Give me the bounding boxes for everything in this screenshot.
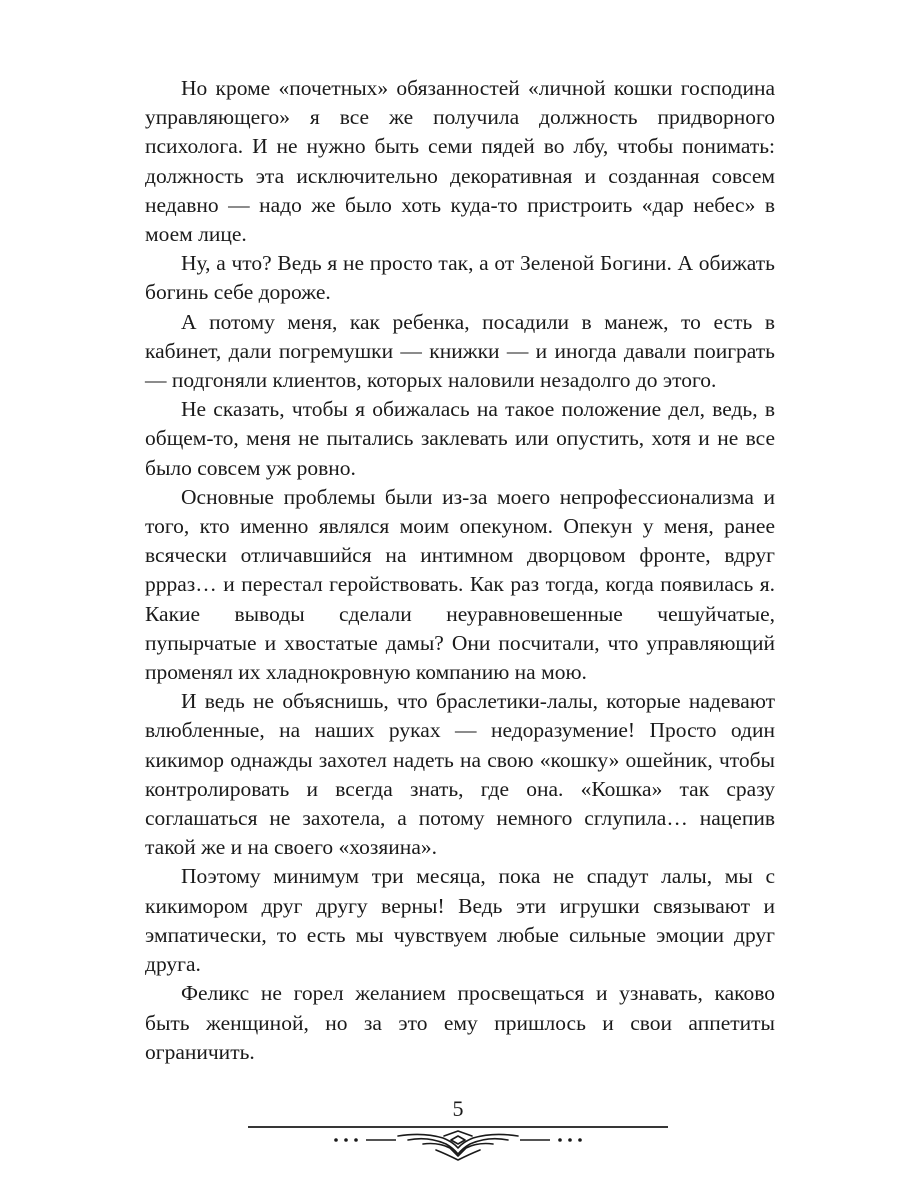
paragraph-1: Но кроме «почетных» обязанностей «личной кошки господина управляющего» я все же получила должность придворного психолога. И не нужно быть семи пядей во лбу, чтобы понимать: должность эта исключительно декоративная и созданная совсем недавно — надо же было хоть куда-то пристроить «дар небес» в моем лице. <box>145 76 775 247</box>
paragraph-5: Основные проблемы были из-за моего непрофессионализма и того, кто именно являлся моим опекуном. Опекун у меня, ранее всячески отличавшийся на интимном дворцовом фронте, вдруг ррраз… и перестал геройствовать. Как раз тогда, когда появилась я. Какие выводы сделали неуравновешенные чешуйчатые, пупырчатые и хвостатые дамы? Они посчитали, что управляющий променял их хладнокровную компанию на мою. <box>145 484 775 685</box>
paragraph-6: И ведь не объяснишь, что браслетики-лалы, которые надевают влюбленные, на наших руках — недоразумение! Просто один кикимор однажды захотел надеть на свою «кошку» ошейник, чтобы контролировать и всегда знать, где она. «Кошка» так сразу соглашаться не захотела, а потому немного сглупила… нацепив такой же и на своего «хозяина». <box>145 689 775 860</box>
paragraph-8: Феликс не горел желанием просвещаться и узнавать, каково быть женщиной, но за это ему пришлось и свои аппетиты ограничить. <box>145 981 775 1064</box>
paragraph-2: Ну, а что? Ведь я не просто так, а от Зеленой Богини. А обижать богинь себе дороже. <box>145 251 775 305</box>
decorative-ornament-icon <box>248 1122 668 1162</box>
page-number: 5 <box>452 1096 464 1121</box>
paragraph-3: А потому меня, как ребенка, посадили в манеж, то есть в кабинет, дали погремушки — книжки — и иногда давали поиграть — подгоняли клиентов, которых наловили незадолго до этого. <box>145 309 775 393</box>
paragraph-4: Не сказать, чтобы я обижалась на такое положение дел, ведь, в общем-то, меня не пытались заклевать или опустить, хотя и не все было совсем уж ровно. <box>145 397 775 480</box>
paragraph-7: Поэтому минимум три месяца, пока не спадут лалы, мы с кикимором друг другу верны! Ведь эти игрушки связывают и эмпатически, то есть мы чувствуем любые сильные эмоции друг друга. <box>145 864 775 977</box>
body-text <box>145 74 775 1067</box>
page-footer <box>248 1096 668 1166</box>
